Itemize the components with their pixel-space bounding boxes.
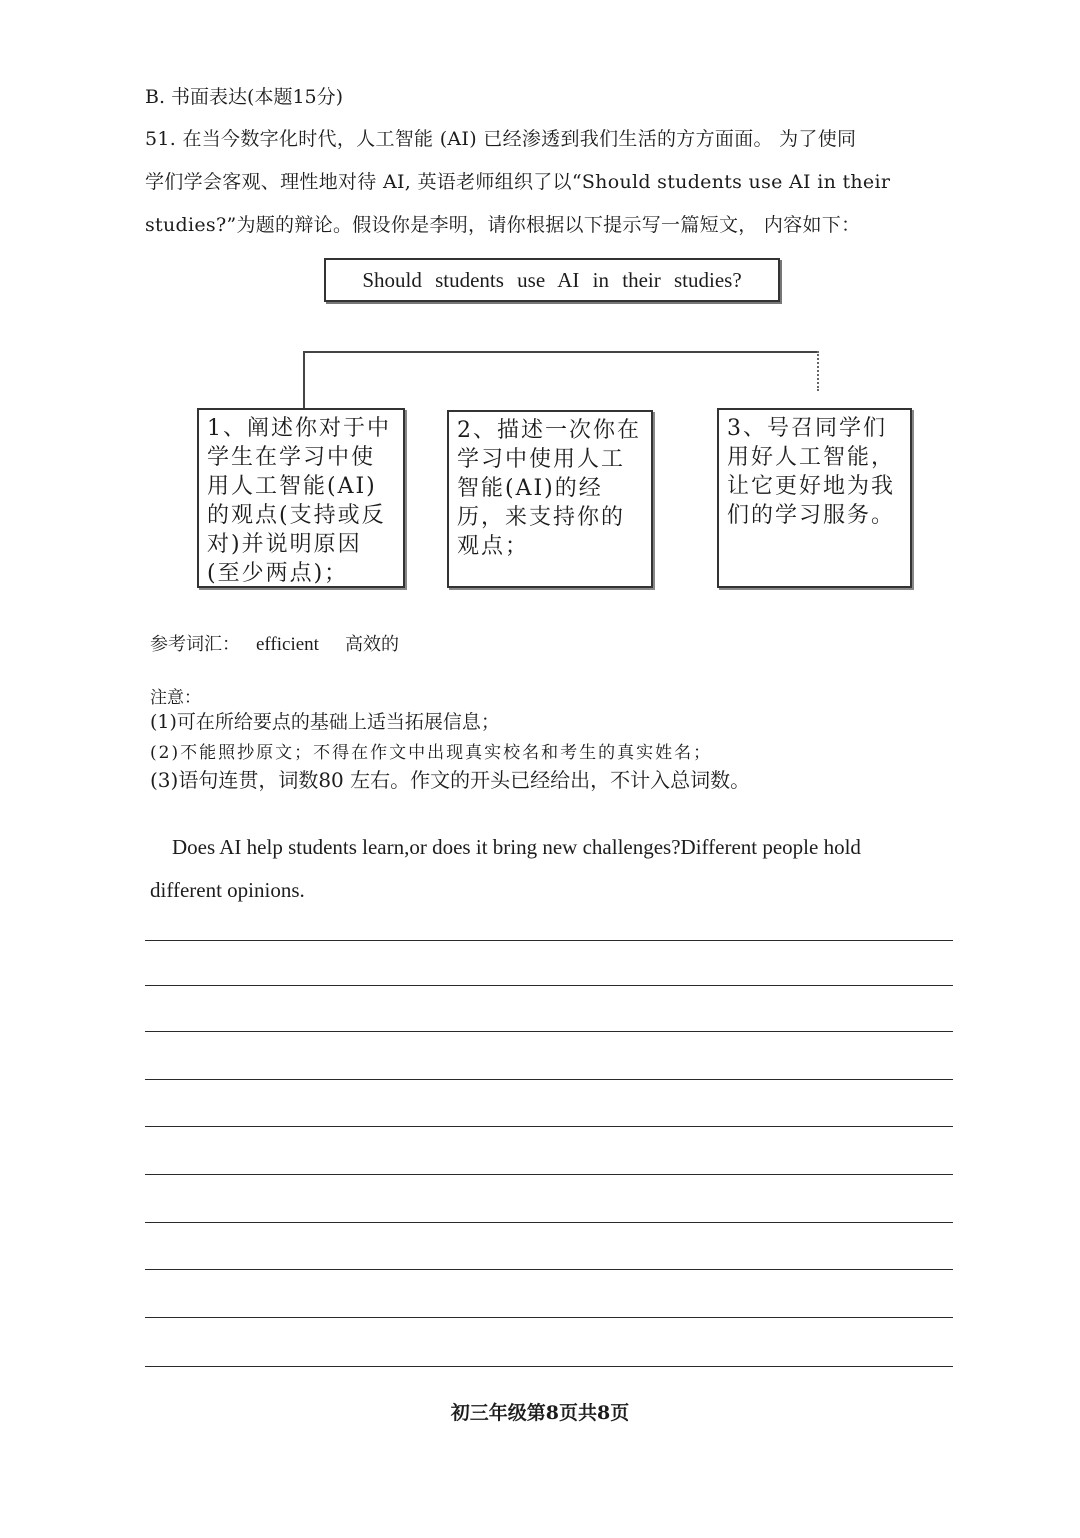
question-line-2: 学们学会客观、理性地对待 AI, 英语老师组织了以“Should students use AI in their <box>145 171 891 193</box>
writing-line[interactable] <box>145 1222 953 1223</box>
reference-vocabulary <box>150 630 399 656</box>
writing-line[interactable] <box>145 1366 953 1367</box>
essay-opening: Does AI help students learn,or does it bring new challenges?Different people hold different opinions. <box>150 835 861 902</box>
writing-line[interactable] <box>145 1269 953 1270</box>
writing-line[interactable] <box>145 1079 953 1080</box>
writing-line[interactable] <box>145 985 953 986</box>
question-line-3: studies?”为题的辩论。假设你是李明，请你根据以下提示写一篇短文， 内容如下： <box>145 214 861 236</box>
point-box-3: 3、号召同学们用好人工智能，让它更好地为我们的学习服务。 <box>717 408 912 588</box>
writing-line[interactable] <box>145 940 953 941</box>
debate-topic-box: Should students use AI in their studies? <box>324 258 780 302</box>
vocab-word: efficient <box>256 634 319 655</box>
writing-line[interactable] <box>145 1317 953 1318</box>
point-box-2: 2、描述一次你在学习中使用人工智能(AI)的经历，来支持你的观点； <box>447 410 653 588</box>
note-item-3: (3)语句连贯，词数80 左右。作文的开头已经给出，不计入总词数。 <box>150 768 751 792</box>
question-line-1: 51. 在当今数字化时代，人工智能 (AI) 已经渗透到我们生活的方方面面。 为了使同 <box>145 128 857 150</box>
connector-horizontal <box>303 351 818 353</box>
note-item-2: (2)不能照抄原文；不得在作文中出现真实校名和考生的真实姓名； <box>150 743 713 763</box>
point-box-1: 1、阐述你对于中学生在学习中使用人工智能(AI)的观点(支持或反对)并说明原因(至少两点)； <box>197 408 405 588</box>
connector-left <box>303 351 305 409</box>
notes-title: 注意： <box>150 688 201 708</box>
page-footer: 初三年级第8页共8页 <box>450 1402 630 1424</box>
writing-line[interactable] <box>145 1174 953 1175</box>
writing-line[interactable] <box>145 1031 953 1032</box>
connector-right <box>817 351 819 391</box>
section-heading: B. 书面表达(本题15分) <box>145 86 344 108</box>
vocab-label: 参考词汇： <box>150 634 240 655</box>
note-item-1: (1)可在所给要点的基础上适当拓展信息； <box>150 711 500 733</box>
vocab-meaning: 高效的 <box>344 634 399 655</box>
writing-line[interactable] <box>145 1126 953 1127</box>
